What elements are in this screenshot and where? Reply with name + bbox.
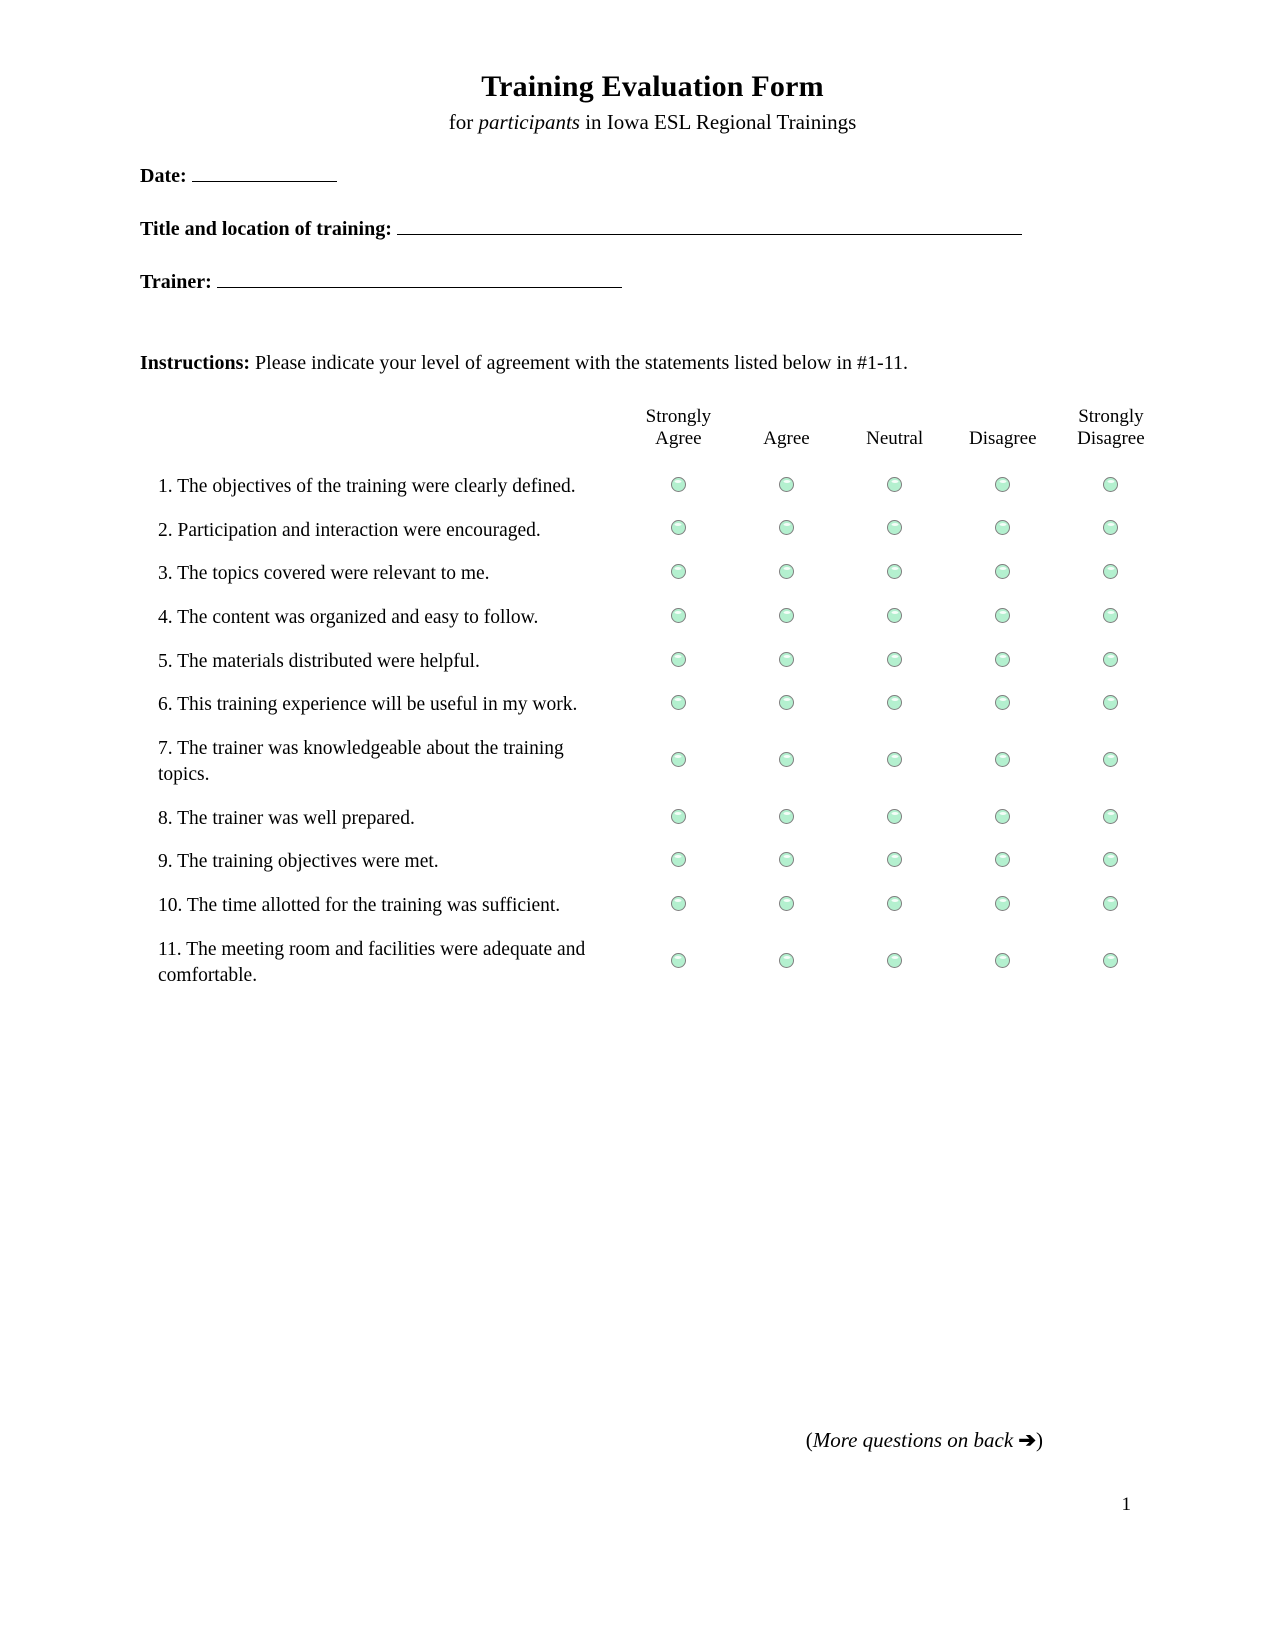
radio-cell-5-3[interactable] [841, 640, 949, 684]
radio-icon[interactable] [671, 520, 686, 535]
radio-icon[interactable] [995, 953, 1010, 968]
radio-icon[interactable] [995, 752, 1010, 767]
radio-icon[interactable] [671, 953, 686, 968]
table-row [140, 884, 1165, 928]
statement-2: 2. Participation and interaction were encouraged. [158, 519, 541, 541]
radio-icon[interactable] [671, 564, 686, 579]
statement-9: 9. The training objectives were met. [158, 851, 439, 873]
radio-cell-10-2[interactable] [732, 884, 840, 928]
radio-icon[interactable] [779, 564, 794, 579]
radio-icon[interactable] [995, 896, 1010, 911]
radio-icon[interactable] [671, 652, 686, 667]
field-training-label: Title and location of training: [140, 218, 392, 240]
radio-icon[interactable] [779, 953, 794, 968]
arrow-right-icon: ➔ [1018, 1428, 1036, 1452]
radio-icon[interactable] [779, 752, 794, 767]
subtitle-italic: participants [478, 110, 580, 134]
more-questions-text: More questions on back [812, 1428, 1019, 1452]
radio-icon[interactable] [779, 695, 794, 710]
radio-cell-10-4[interactable] [949, 884, 1057, 928]
radio-cell-11-3[interactable] [841, 928, 949, 997]
radio-icon[interactable] [1103, 564, 1118, 579]
radio-cell-7-5[interactable] [1057, 727, 1165, 796]
radio-icon[interactable] [1103, 608, 1118, 623]
radio-icon[interactable] [887, 477, 902, 492]
radio-cell-7-4[interactable] [949, 727, 1057, 796]
radio-cell-6-4[interactable] [949, 683, 1057, 727]
radio-icon[interactable] [995, 695, 1010, 710]
radio-icon[interactable] [887, 608, 902, 623]
page-number: 1 [1121, 1494, 1131, 1515]
radio-cell-9-5[interactable] [1057, 840, 1165, 884]
radio-cell-3-2[interactable] [732, 552, 840, 596]
radio-cell-11-5[interactable] [1057, 928, 1165, 997]
radio-icon[interactable] [887, 809, 902, 824]
radio-icon[interactable] [887, 953, 902, 968]
radio-cell-11-4[interactable] [949, 928, 1057, 997]
table-row [140, 727, 1165, 796]
date-input[interactable] [192, 161, 337, 182]
field-date [140, 161, 1165, 188]
likert-table [140, 405, 1165, 997]
subtitle-suffix: in Iowa ESL Regional Trainings [579, 110, 857, 134]
radio-icon[interactable] [779, 852, 794, 867]
radio-cell-10-1[interactable] [624, 884, 732, 928]
statement-5: 5. The materials distributed were helpful. [158, 650, 480, 672]
likert-col-agree: Agree [763, 428, 810, 450]
radio-cell-5-1[interactable] [624, 640, 732, 684]
radio-icon[interactable] [779, 652, 794, 667]
radio-cell-1-3[interactable] [841, 465, 949, 509]
radio-icon[interactable] [887, 752, 902, 767]
radio-cell-3-3[interactable] [841, 552, 949, 596]
radio-icon[interactable] [1103, 752, 1118, 767]
radio-cell-3-4[interactable] [949, 552, 1057, 596]
radio-icon[interactable] [779, 896, 794, 911]
radio-icon[interactable] [671, 809, 686, 824]
table-row [140, 683, 1165, 727]
radio-icon[interactable] [1103, 695, 1118, 710]
table-row [140, 509, 1165, 553]
statement-8: 8. The trainer was well prepared. [158, 807, 415, 829]
radio-icon[interactable] [887, 564, 902, 579]
radio-icon[interactable] [671, 608, 686, 623]
subtitle-prefix: for [448, 110, 479, 134]
radio-cell-8-5[interactable] [1057, 797, 1165, 841]
radio-cell-4-1[interactable] [624, 596, 732, 640]
field-date-label: Date: [140, 165, 187, 187]
table-row [140, 465, 1165, 509]
field-training [140, 214, 1165, 241]
radio-icon[interactable] [671, 752, 686, 767]
form-fields [140, 161, 1165, 294]
radio-cell-5-2[interactable] [732, 640, 840, 684]
page-subtitle [140, 110, 1165, 135]
field-trainer [140, 267, 1165, 294]
paren-open: ( [805, 1428, 813, 1452]
table-row [140, 640, 1165, 684]
radio-icon[interactable] [995, 652, 1010, 667]
likert-col-neutral: Neutral [866, 428, 924, 450]
radio-icon[interactable] [995, 809, 1010, 824]
radio-icon[interactable] [995, 852, 1010, 867]
radio-cell-10-3[interactable] [841, 884, 949, 928]
radio-cell-7-1[interactable] [624, 727, 732, 796]
likert-header-row [140, 405, 1165, 465]
radio-cell-7-2[interactable] [732, 727, 840, 796]
radio-icon[interactable] [1103, 652, 1118, 667]
statement-6: 6. This training experience will be useful in my work. [158, 694, 578, 716]
training-input[interactable] [397, 214, 1022, 235]
likert-statement-header [140, 405, 624, 465]
paren-close: ) [1036, 1428, 1043, 1452]
radio-icon[interactable] [887, 896, 902, 911]
radio-icon[interactable] [779, 809, 794, 824]
radio-cell-10-5[interactable] [1057, 884, 1165, 928]
radio-cell-8-1[interactable] [624, 797, 732, 841]
instructions-text: Please indicate your level of agreement with the statements listed below in #1-11. [250, 352, 908, 374]
likert-col-strongly-disagree: Strongly Disagree [1077, 406, 1145, 450]
radio-cell-5-5[interactable] [1057, 640, 1165, 684]
radio-cell-11-2[interactable] [732, 928, 840, 997]
radio-icon[interactable] [887, 852, 902, 867]
statement-11: 11. The meeting room and facilities were adequate and comfortable. [158, 938, 586, 986]
radio-cell-1-2[interactable] [732, 465, 840, 509]
radio-cell-6-2[interactable] [732, 683, 840, 727]
radio-cell-2-5[interactable] [1057, 509, 1165, 553]
radio-cell-3-1[interactable] [624, 552, 732, 596]
radio-cell-11-1[interactable] [624, 928, 732, 997]
radio-icon[interactable] [671, 695, 686, 710]
likert-rows [140, 465, 1165, 998]
radio-icon[interactable] [995, 520, 1010, 535]
table-row [140, 797, 1165, 841]
field-trainer-label: Trainer: [140, 271, 212, 293]
radio-icon[interactable] [995, 477, 1010, 492]
radio-icon[interactable] [1103, 852, 1118, 867]
radio-cell-6-3[interactable] [841, 683, 949, 727]
page-title: Training Evaluation Form [481, 70, 824, 103]
radio-cell-1-4[interactable] [949, 465, 1057, 509]
radio-cell-9-2[interactable] [732, 840, 840, 884]
table-row [140, 840, 1165, 884]
radio-icon[interactable] [671, 852, 686, 867]
statement-10: 10. The time allotted for the training was sufficient. [158, 895, 561, 917]
radio-icon[interactable] [671, 477, 686, 492]
radio-cell-2-1[interactable] [624, 509, 732, 553]
radio-cell-8-3[interactable] [841, 797, 949, 841]
radio-icon[interactable] [1103, 953, 1118, 968]
likert-col-strongly-agree: Strongly Agree [645, 406, 712, 450]
statement-7: 7. The trainer was knowledgeable about the training topics. [158, 738, 564, 785]
radio-icon[interactable] [779, 608, 794, 623]
table-row [140, 552, 1165, 596]
radio-icon[interactable] [887, 652, 902, 667]
radio-icon[interactable] [887, 695, 902, 710]
instructions [140, 352, 1165, 375]
radio-icon[interactable] [779, 477, 794, 492]
radio-icon[interactable] [1103, 520, 1118, 535]
radio-cell-8-2[interactable] [732, 797, 840, 841]
table-row [140, 928, 1165, 997]
radio-cell-4-4[interactable] [949, 596, 1057, 640]
radio-icon[interactable] [1103, 809, 1118, 824]
radio-cell-1-5[interactable] [1057, 465, 1165, 509]
more-questions-note [806, 1428, 1043, 1453]
radio-cell-9-1[interactable] [624, 840, 732, 884]
trainer-input[interactable] [217, 267, 622, 288]
radio-icon[interactable] [995, 608, 1010, 623]
radio-cell-4-3[interactable] [841, 596, 949, 640]
radio-cell-6-1[interactable] [624, 683, 732, 727]
radio-cell-9-4[interactable] [949, 840, 1057, 884]
radio-cell-2-2[interactable] [732, 509, 840, 553]
radio-icon[interactable] [1103, 477, 1118, 492]
radio-cell-8-4[interactable] [949, 797, 1057, 841]
radio-cell-9-3[interactable] [841, 840, 949, 884]
instructions-label: Instructions: [140, 352, 251, 374]
statement-1: 1. The objectives of the training were clearly defined. [158, 475, 576, 497]
radio-icon[interactable] [779, 520, 794, 535]
radio-cell-2-4[interactable] [949, 509, 1057, 553]
statement-3: 3. The topics covered were relevant to me. [158, 563, 490, 585]
radio-icon[interactable] [671, 896, 686, 911]
radio-cell-4-5[interactable] [1057, 596, 1165, 640]
statement-4: 4. The content was organized and easy to follow. [158, 607, 539, 629]
likert-col-disagree: Disagree [969, 428, 1037, 450]
table-row [140, 596, 1165, 640]
radio-cell-4-2[interactable] [732, 596, 840, 640]
radio-cell-3-5[interactable] [1057, 552, 1165, 596]
radio-cell-7-3[interactable] [841, 727, 949, 796]
radio-cell-6-5[interactable] [1057, 683, 1165, 727]
radio-cell-5-4[interactable] [949, 640, 1057, 684]
radio-icon[interactable] [1103, 896, 1118, 911]
radio-icon[interactable] [887, 520, 902, 535]
radio-icon[interactable] [995, 564, 1010, 579]
radio-cell-2-3[interactable] [841, 509, 949, 553]
radio-cell-1-1[interactable] [624, 465, 732, 509]
